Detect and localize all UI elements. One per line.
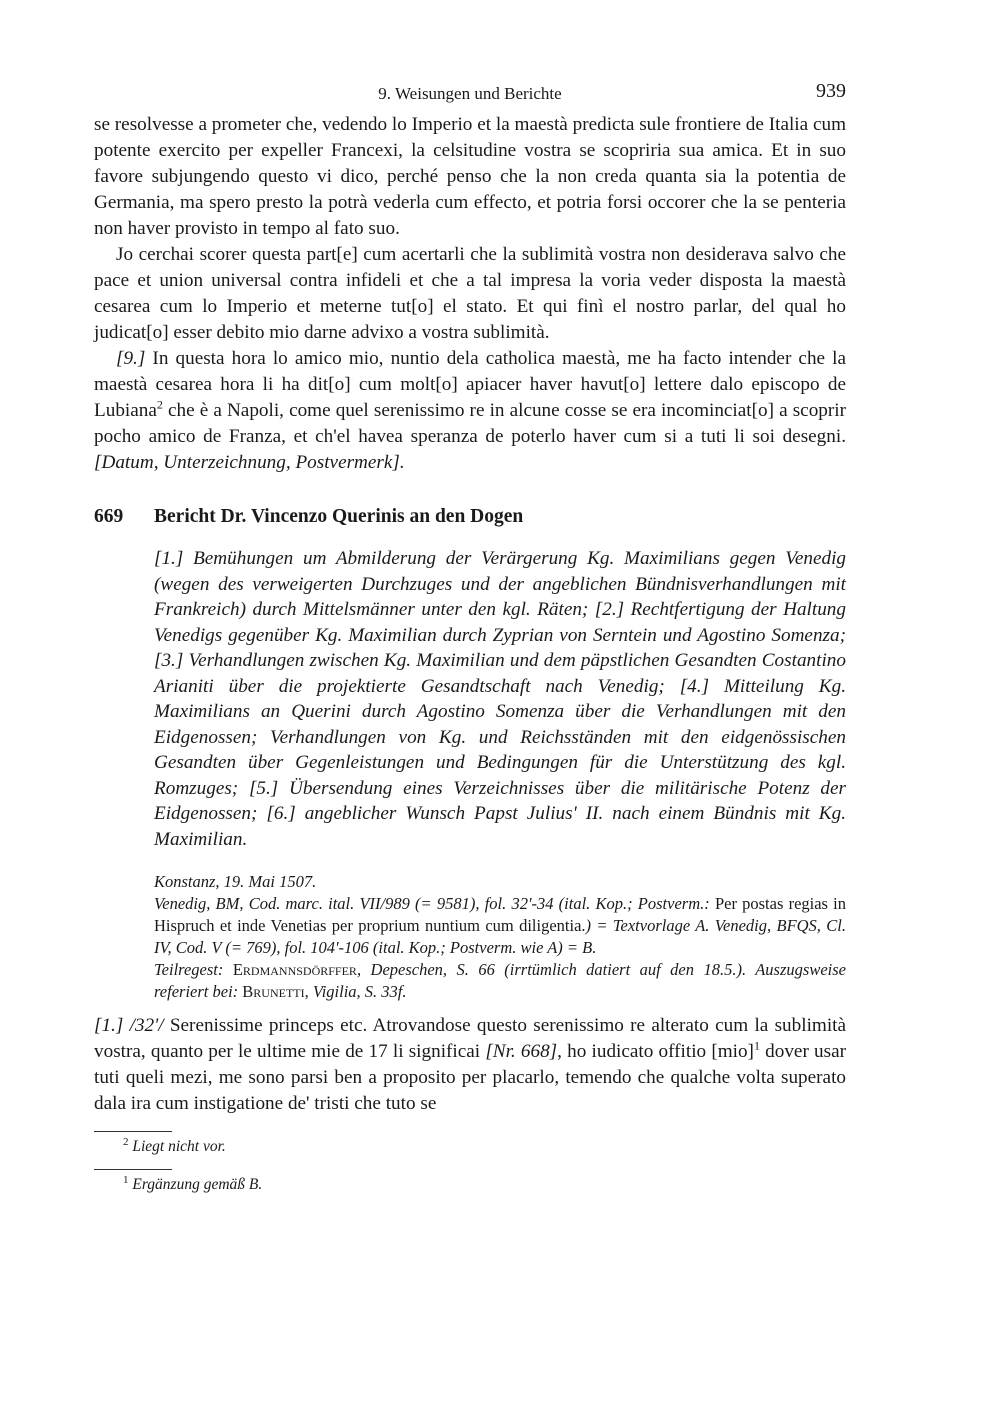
footnote-mark: 1 <box>123 1174 129 1187</box>
source-notes <box>154 871 846 1003</box>
regest-label: Teilregest: <box>154 960 233 980</box>
footnote-block-2 <box>94 1169 846 1195</box>
page <box>94 78 846 1195</box>
document-title: Bericht Dr. Vincenzo Querinis an den Dogen <box>154 506 524 527</box>
postvermerk-quote: Per postas regias in Hispruch et inde Venetias per proprium nuntium cum diligentia. <box>154 894 846 936</box>
source-a: Venedig, BM, Cod. marc. ital. VII/989 (= 9581), fol. 32'-34 (ital. Kop.; Postverm.: <box>154 894 715 914</box>
paragraph-1: se resolvesse a prometer che, vedendo lo Imperio et la maestà predicta sule frontiere de Italia cum potente exercito per expeller Francexi, la celsitudine vostra se scopriria sua amica. Et in suo favore subjungendo questo vi dico, perché penso che la non creda quanta sia la potentia de Germania, ma spero presto la potrà vederla cum effecto, et potria forsi occorer che la se penteria non haver provisto in tempo al fato suo. <box>94 114 846 239</box>
paragraph-3 <box>94 346 846 476</box>
footnote-ref-1: 1 <box>753 1038 760 1053</box>
document-abstract: [1.] Bemühungen um Abmilderung der Verärgerung Kg. Maximilians gegen Venedig (wegen des verweigerten Durchzuges und der angeblichen Bündnisverhandlungen mit Frankreich) durch Mittelsmänner unter den kgl. Räten; [2.] Rechtfertigung der Haltung Venedigs gegenüber Kg. Maximilian durch Zyprian von Serntein und Agostino Somenza; [3.] Verhandlungen zwischen Kg. Maximilian und dem päpstlichen Gesandten Costantino Arianiti über die projektierte Gesandtschaft nach Venedig; [4.] Mitteilung Kg. Maximilians an Querini durch Agostino Somenza über die Verhandlungen mit den Eidgenossen; Verhandlungen von Kg. und Reichsständen mit den eidgenössischen Gesandten über Gegenleistungen und Bedingungen für die Unterstützung des kgl. Romzuges; [5.] Übersendung eines Verzeichnisses über die militärische Potenz der Eidgenossen; [6.] angeblicher Wunsch Papst Julius' II. nach einem Bündnis mit Kg. Maximilian. <box>154 548 846 850</box>
footnote-text: Liegt nicht vor. <box>132 1138 226 1156</box>
footnote <box>123 1175 846 1195</box>
place-date: Konstanz, 19. Mai 1507. <box>154 872 317 892</box>
paragraph-3-text-b: che è a Napoli, come quel serenissimo re in alcune cosse se era incominciat[o] a scoprir pocho amico de Franza, et ch'el havea speranza de poterlo haver cum si a tuti li soi desegni. <box>94 400 846 447</box>
document-body-paragraph <box>94 1013 846 1117</box>
regest-details: , Depeschen, S. 66 (irrtümlich datiert auf den 18.5.). Auszugsweise referiert bei: <box>154 960 846 1002</box>
paragraph-2: Jo cerchai scorer questa part[e] cum acertarli che la sublimità vostra non desiderava salvo che pace et union universal contra infideli et che a tal impresa la voria veder disposta la maestà cesarea cum lo Imperio et meterne tut[o] el stato. Et qui finì el nostro parlar, del qual ho judicat[o] esser debito mio darne advixo a vostra sublimità. <box>94 244 846 343</box>
document-number: 669 <box>94 506 124 527</box>
regest-references <box>154 959 846 1003</box>
running-head-title: 9. Weisungen und Berichte <box>378 84 562 103</box>
running-head <box>94 78 846 112</box>
document-heading <box>94 504 846 530</box>
source-b: ) = Textvorlage A. Venedig, BFQS, Cl. IV, Cod. V (= 769), fol. 104'-106 (ital. Kop.; Postverm. wie A) = B. <box>154 916 846 958</box>
document-apparatus <box>154 546 846 1003</box>
section-marker: [9.] <box>116 348 146 369</box>
footnote-rule <box>94 1131 172 1132</box>
body-text-a: Serenissime princeps etc. Atrovandose questo serenissimo re alterato cum la sublimità vostra, quanto per le ultime mie de 17 li significai <box>94 1015 847 1063</box>
page-number: 939 <box>816 80 846 102</box>
body-section-marker: [1.] /32'/ <box>94 1015 164 1037</box>
body-text-c: dover usar tuti queli mezi, me sono parsi ben a proposito per placarlo, temendo che qualche volta superato dala ira cum instigatione de' tristi che tuto se <box>94 1041 846 1115</box>
footnote-mark: 2 <box>123 1136 129 1149</box>
editorial-note: [Datum, Unterzeichnung, Postvermerk]. <box>94 452 405 473</box>
footnote-text: Ergänzung gemäß B. <box>132 1176 263 1194</box>
footnote-rule <box>94 1169 172 1170</box>
body-text-b: , ho iudicato offitio [mio] <box>557 1041 754 1063</box>
author-erdmannsdoerffer: Erdmannsdörffer <box>232 960 357 980</box>
paragraph-3-text-a: In questa hora lo amico mio, nuntio dela catholica maestà, me ha facto intender che la maestà cesarea hora li ha dit[o] cum molt[o] apiacer haver havut[o] lettere dalo episcopo de Lubiana <box>94 348 846 421</box>
cross-reference: [Nr. 668] <box>485 1041 558 1063</box>
regest-end: , Vigilia, S. 33f. <box>304 982 407 1002</box>
footnote-ref-2: 2 <box>156 397 163 412</box>
source-description <box>154 893 846 959</box>
footnote-block-1 <box>94 1131 846 1157</box>
author-brunetti: Brunetti <box>242 982 305 1002</box>
footnote <box>123 1137 846 1157</box>
